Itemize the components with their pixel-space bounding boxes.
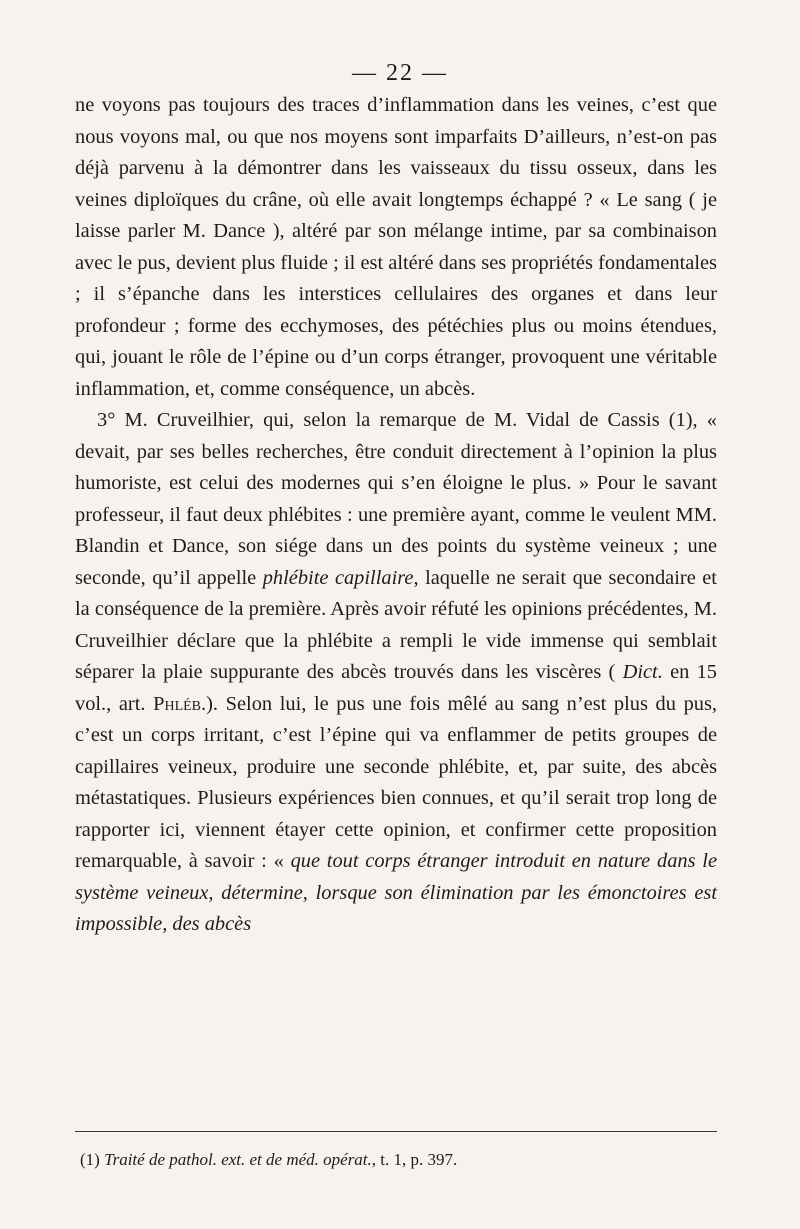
paragraph-2-part-d: ). Selon lui, le pus une fois mêlé au sang n’est plus du pus, c’est un corps irritant, c’est l’épine qui va enflammer de petits groupes de capillaires veineux, produire une seconde phlébite, et, par suite, des abcès métastatiques. Plusieurs expériences bien connues, et qu’il serait trop long de rapporter ici, viennent étayer cette opinion, et confirmer cette proposition remarquable, à savoir : «	[75, 692, 717, 872]
reference-dict: Dict.	[622, 661, 663, 683]
reference-phleb: Phléb.	[153, 692, 207, 715]
footnote-title: Traité de pathol. ext. et de méd. opérat.	[104, 1150, 372, 1169]
page-number: — 22 —	[352, 60, 448, 86]
paragraph-2-part-a: 3° M. Cruveilhier, qui, selon la remarque de M. Vidal de Cassis (1), « devait, par ses belles recherches, être conduit directement à l’opinion la plus humoriste, est celui des modernes qui s’en éloigne le plus. » Pour le savant professeur, il faut deux phlébites : une première ayant, comme le veulent MM. Blandin et Dance, son siége dans un des points du système veineux ; une seconde, qu’il appelle	[75, 409, 717, 589]
paragraph-1: ne voyons pas toujours des traces d’inflammation dans les veines, c’est que nous voyons mal, ou que nos moyens sont imparfaits D’ailleurs, n’est-on pas déjà parvenu à la démontrer dans les vaisseaux du tissu osseux, dans les veines diploïques du crâne, où elle avait longtemps échappé ? « Le sang ( je laisse parler M. Dance ), altéré par son mélange intime, par sa combinaison avec le pus, devient plus fluide ; il est altéré dans ses propriétés fondamentales ; il s’épanche dans les interstices cellulaires des organes et dans leur profondeur ; forme des ecchymoses, des pétéchies plus ou moins étendues, qui, jouant le rôle de l’épine ou d’un corps étranger, provoquent une véritable inflammation, et, comme conséquence, un abcès.	[75, 94, 717, 400]
quoted-proposition: que tout corps étranger introduit en nature dans le système veineux, détermine, lorsque son élimination par les émonctoires est impossible, des abcès	[75, 850, 718, 935]
paragraph-2-part-c: en 15 vol., art.	[75, 661, 717, 715]
paragraph-2-part-b: , laquelle ne serait que secondaire et la conséquence de la première. Après avoir réfuté les opinions précédentes, M. Cruveilhier déclare que la phlébite a rempli le vide immense qui semblait séparer la plaie suppurante des abcès trouvés dans les viscères (	[75, 566, 717, 683]
footnote-citation: , t. 1, p. 397.	[371, 1150, 458, 1169]
body-text	[75, 90, 717, 941]
term-phlebite-capillaire: phlébite capillaire	[262, 566, 414, 589]
footnote-divider	[75, 1131, 717, 1132]
footnote-marker: (1)	[80, 1150, 100, 1169]
footnote	[80, 1148, 720, 1172]
paragraph-2	[75, 405, 717, 941]
